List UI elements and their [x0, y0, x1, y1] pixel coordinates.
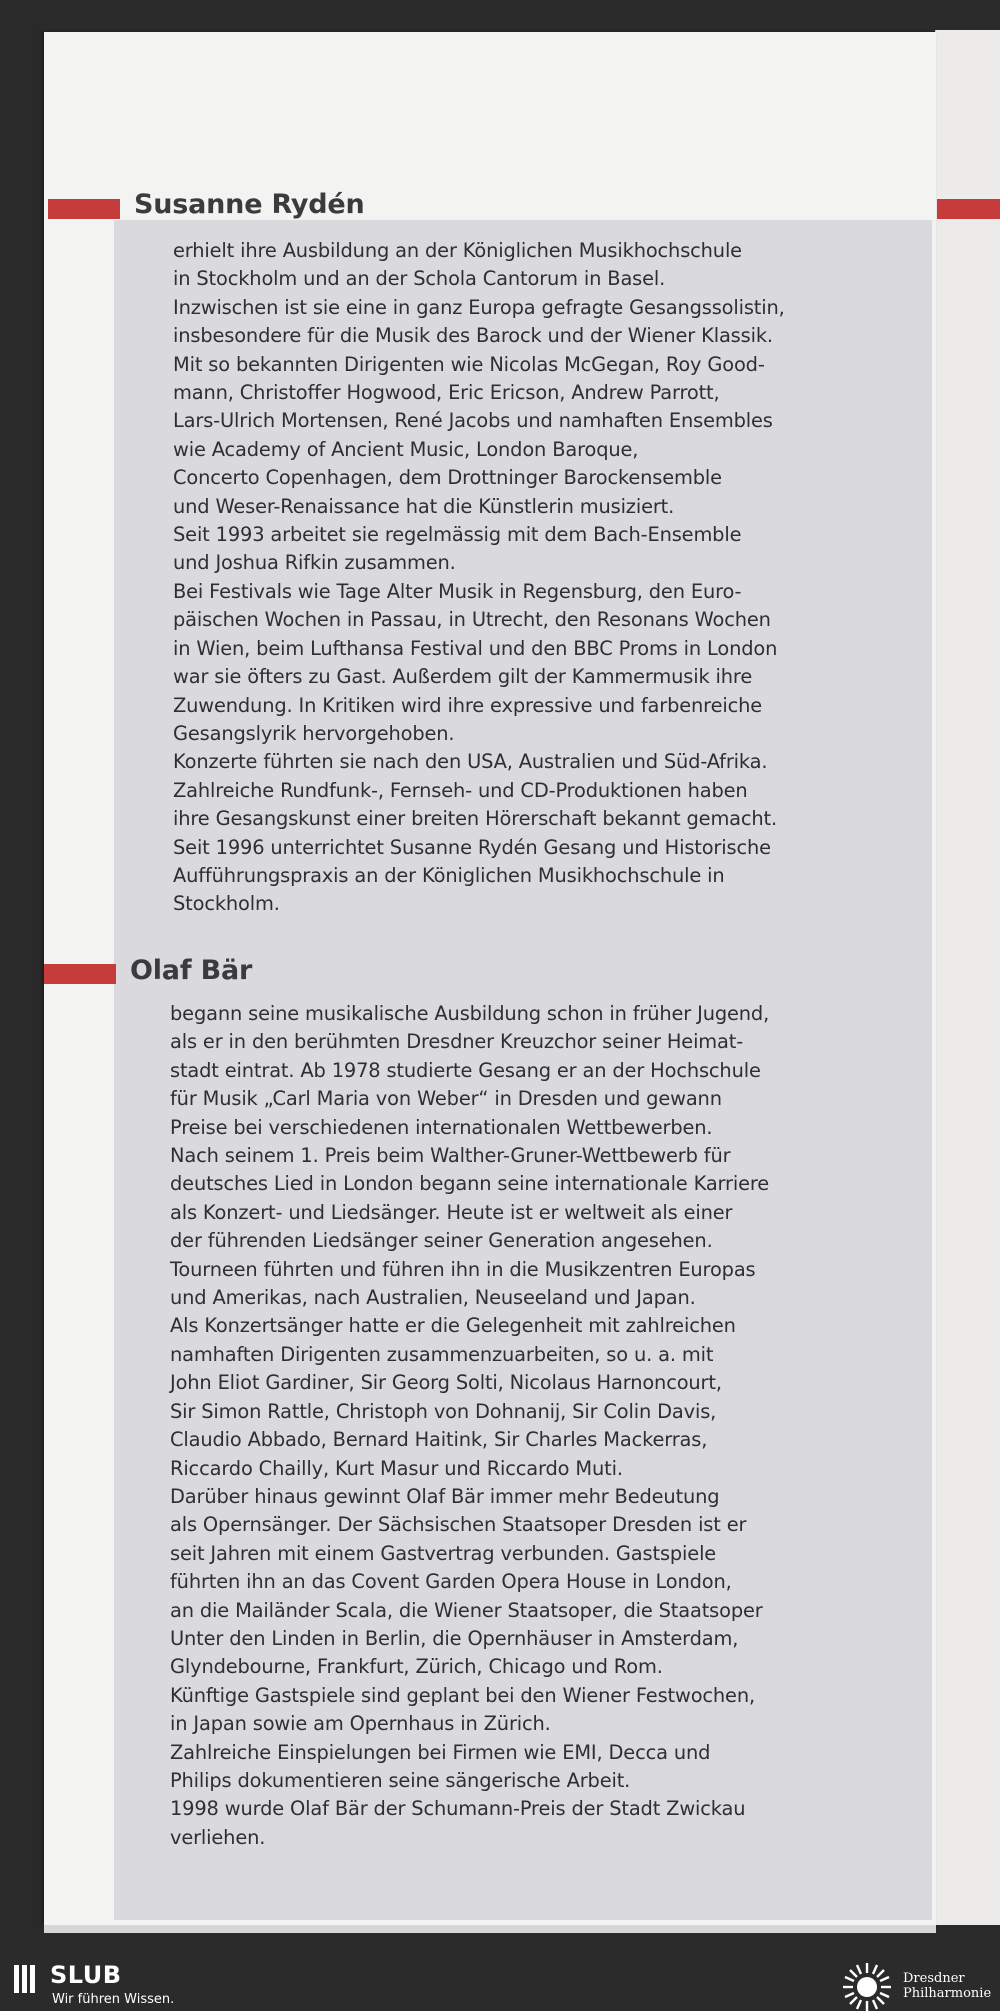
philharmonie-name: [903, 1971, 991, 2001]
slub-logo-icon: [14, 1965, 42, 1993]
page-bottom-edge: [44, 1925, 936, 1933]
section-heading-olaf-baer: Olaf Bär: [130, 955, 253, 986]
section-body-susanne-ryden: erhielt ihre Ausbildung an der Königlichen Musikhochschule in Stockholm und an der Schola Cantorum in Basel. Inzwischen ist sie eine in ganz Europa gefragte Gesangssolistin, insbesondere für die Musik des Barock und der Wiener Klassik. Mit so bekannten Dirigenten wie Nicolas McGegan, Roy Good- mann, Christoffer Hogwood, Eric Ericson, Andrew Parrott, Lars-Ulrich Mortensen, René Jacobs und namhaften Ensembles wie Academy of Ancient Music, London Baroque, Concerto Copenhagen, dem Drottninger Barockensemble und Weser-Renaissance hat die Künstlerin musiziert. Seit 1993 arbeitet sie regelmässig mit dem Bach-Ensemble und Joshua Rifkin zusammen. Bei Festivals wie Tage Alter Musik in Regensburg, den Euro- päischen Wochen in Passau, in Utrecht, den Resonans Wochen in Wien, beim Lufthansa Festival und den BBC Proms in London war sie öfters zu Gast. Außerdem gilt der Kammermusik ihre Zuwendung. In Kritiken wird ihre expressive und farbenreiche Gesangslyrik hervorgehoben. Konzerte führten sie nach den USA, Australien und Süd-Afrika. Zahlreiche Rundfunk-, Fernseh- und CD-Produktionen haben ihre Gesangskunst einer breiten Hörerschaft bekannt gemacht. Seit 1996 unterrichtet Susanne Rydén Gesang und Historische Aufführungspraxis an der Königlichen Musikhochschule in Stockholm.: [173, 239, 785, 916]
adjacent-page-edge: [935, 30, 1000, 1925]
section-heading-susanne-ryden: Susanne Rydén: [134, 189, 365, 220]
adjacent-page-marker-bar: [937, 199, 1000, 219]
slub-name: SLUB: [50, 1961, 122, 1989]
section-marker-bar: [44, 964, 116, 984]
philharmonie-name-line2: Philharmonie: [903, 1986, 992, 2001]
section-body-olaf-baer: begann seine musikalische Ausbildung schon in früher Jugend, als er in den berühmten Dresdner Kreuzchor seiner Heimat- stadt eintrat. Ab 1978 studierte Gesang er an der Hochschule für Musik „Carl Maria von Weber“ in Dresden und gewann Preise bei verschiedenen internationalen Wettbewerben. Nach seinem 1. Preis beim Walther-Gruner-Wettbewerb für deutsches Lied in London begann seine internationale Karriere als Konzert- und Liedsänger. Heute ist er weltweit als einer der führenden Liedsänger seiner Generation angesehen. Tourneen führten und führen ihn in die Musikzentren Europas und Amerikas, nach Australien, Neuseeland und Japan. Als Konzertsänger hatte er die Gelegenheit mit zahlreichen namhaften Dirigenten zusammenzuarbeiten, so u. a. mit John Eliot Gardiner, Sir Georg Solti, Nicolaus Harnoncourt, Sir Simon Rattle, Christoph von Dohnanij, Sir Colin Davis, Claudio Abbado, Bernard Haitink, Sir Charles Mackerras, Riccardo Chailly, Kurt Masur und Riccardo Muti. Darüber hinaus gewinnt Olaf Bär immer mehr Bedeutung als Opernsänger. Der Sächsischen Staatsoper Dresden ist er seit Jahren mit einem Gastvertrag verbunden. Gastspiele führten ihn an das Covent Garden Opera House in London, an die Mailänder Scala, die Wiener Staatsoper, die Staatsoper Unter den Linden in Berlin, die Opernhäuser in Amsterdam, Glyndebourne, Frankfurt, Zürich, Chicago und Rom. Künftige Gastspiele sind geplant bei den Wiener Festwochen, in Japan sowie am Opernhaus in Zürich. Zahlreiche Einspielungen bei Firmen wie EMI, Decca und Philips dokumentieren seine sängerische Arbeit. 1998 wurde Olaf Bär der Schumann-Preis der Stadt Zwickau verliehen.: [170, 1002, 770, 1849]
slub-tagline: Wir führen Wissen.: [52, 1992, 175, 2007]
philharmonie-logo-icon: [841, 1961, 893, 2011]
section-marker-bar: [48, 199, 120, 219]
philharmonie-name-line1: Dresdner: [903, 1971, 965, 1986]
